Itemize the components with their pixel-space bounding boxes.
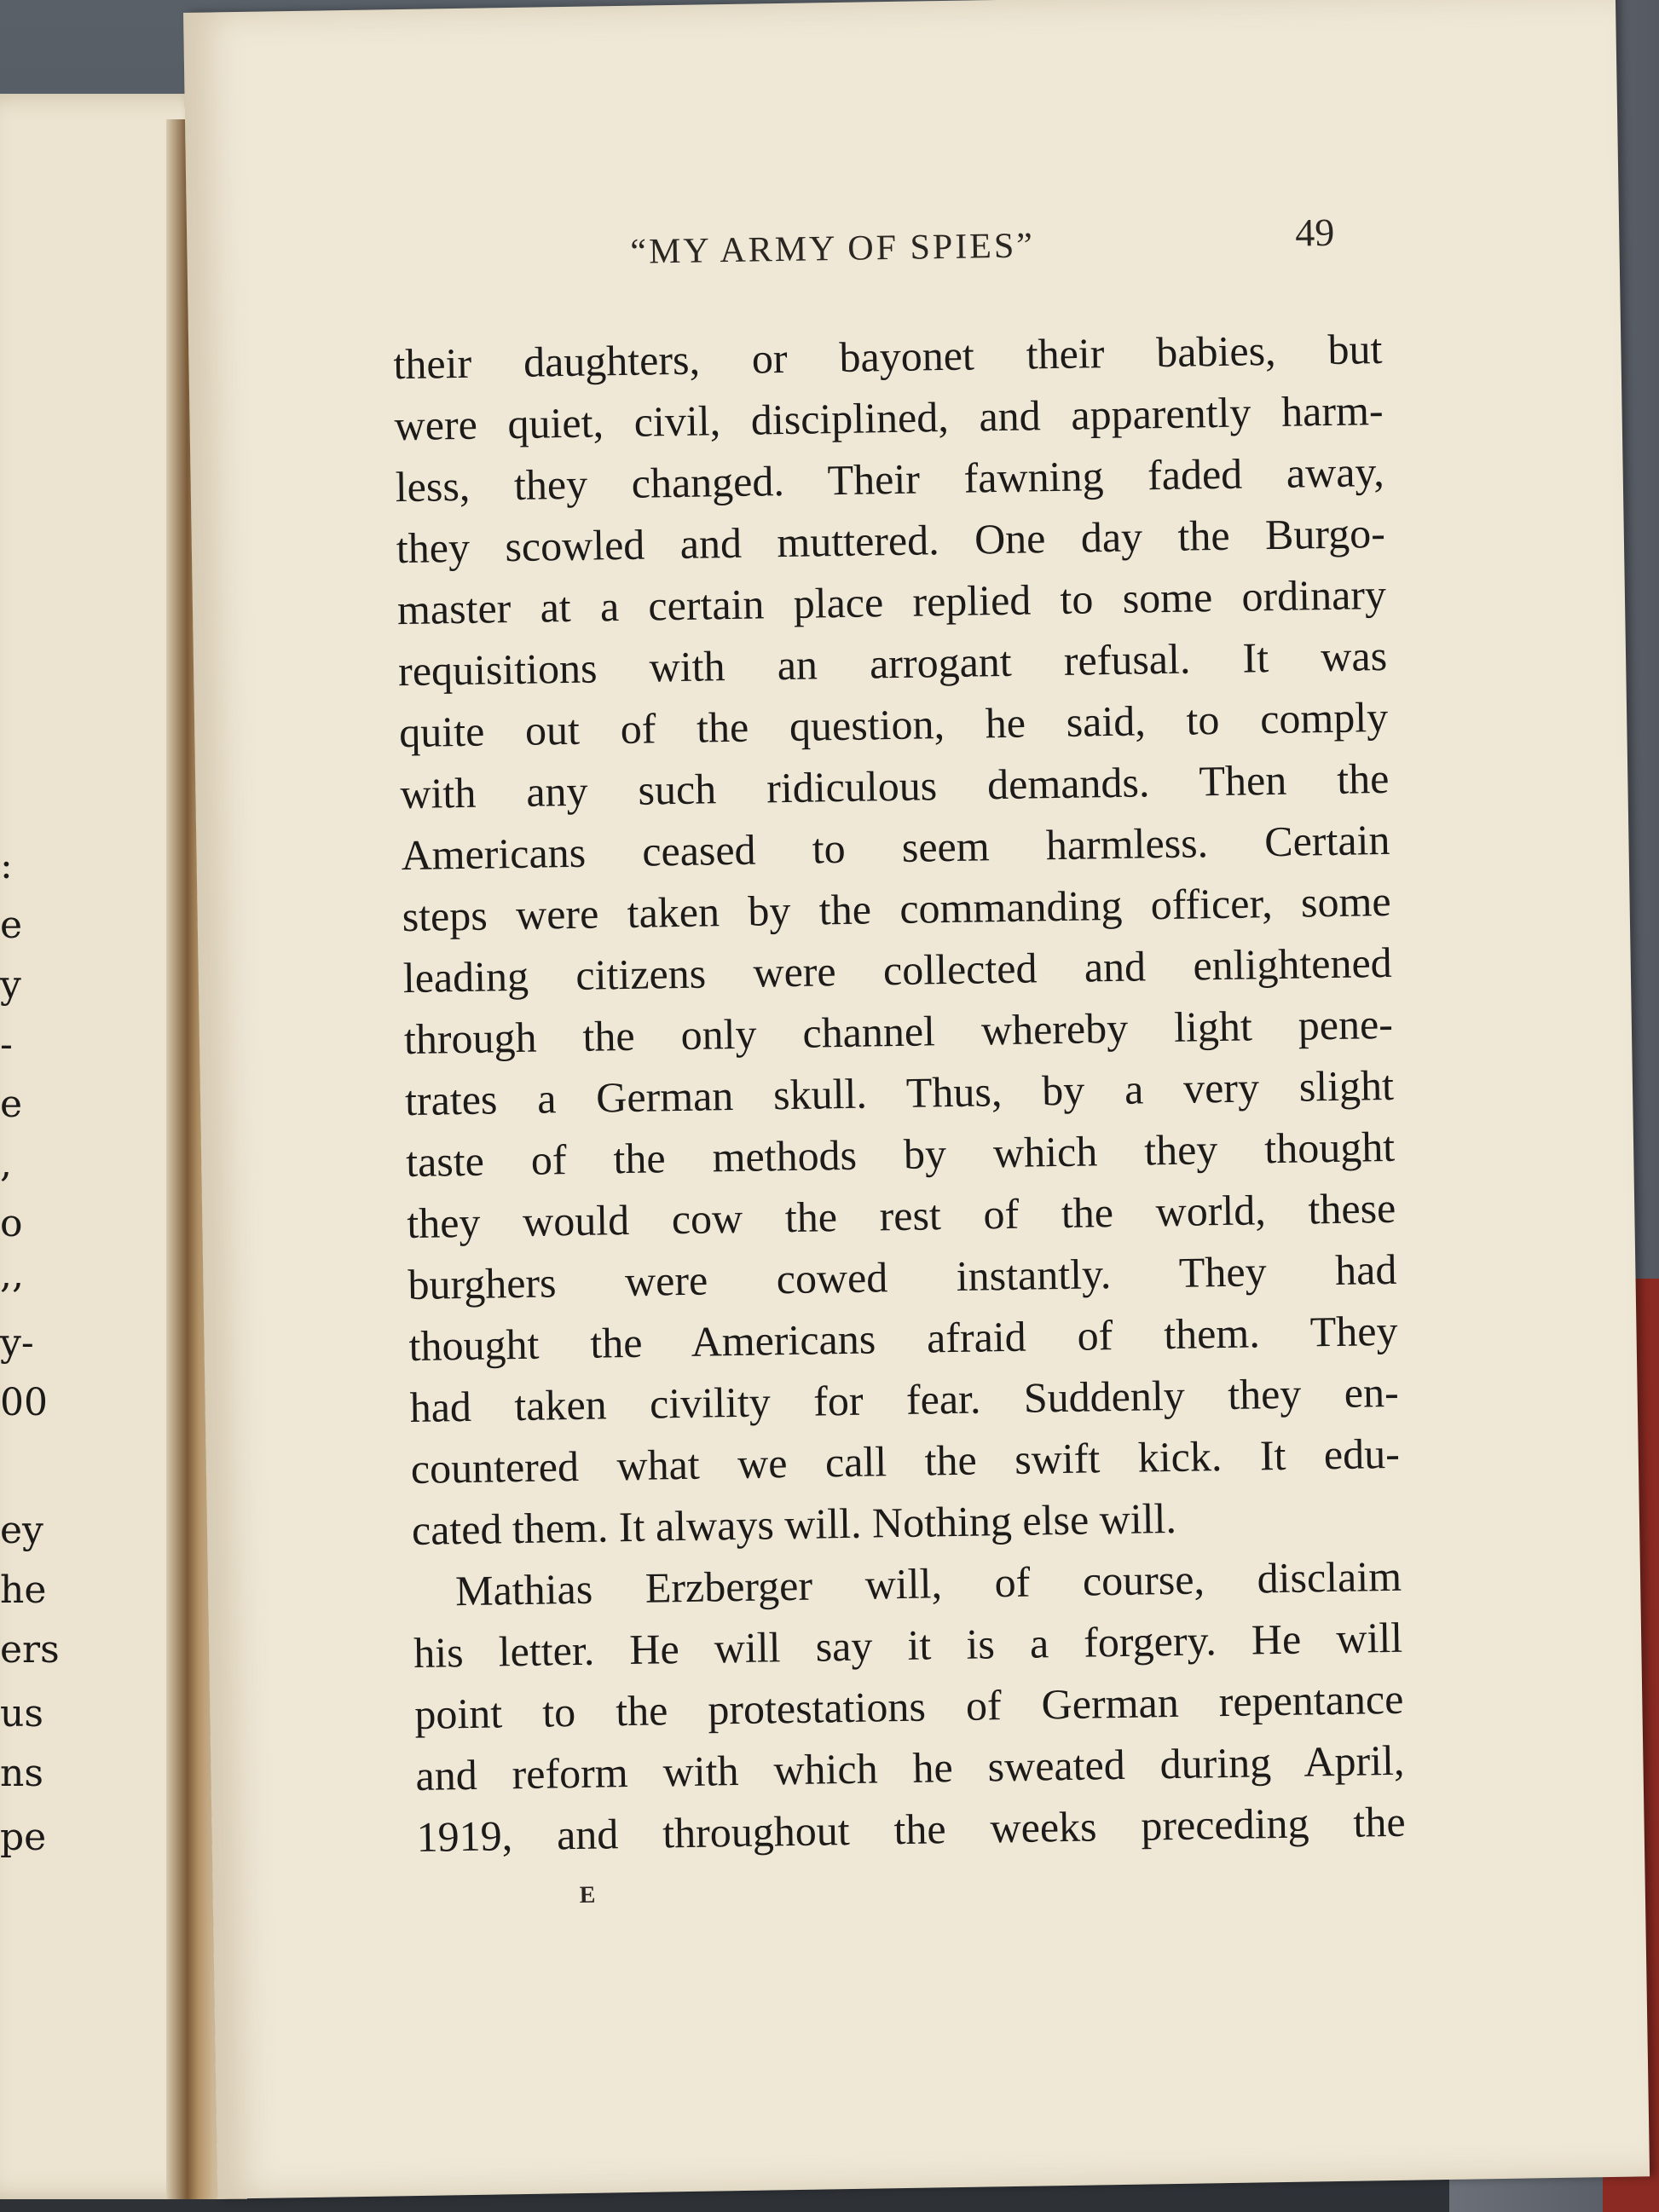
text-line: leading citizens were collected and enlightened: [402, 938, 1393, 1002]
text-line: with any such ridiculous demands. Then the: [399, 754, 1390, 818]
left-page-fragment: :: [0, 844, 13, 887]
text-line: point to the protestations of German repentance: [413, 1674, 1404, 1738]
text-line: Americans ceased to seem harmless. Certain: [401, 815, 1390, 880]
text-line: thought the Americans afraid of them. They: [408, 1306, 1398, 1371]
left-page-fragment: e: [0, 904, 23, 947]
left-page-fragment: 00: [0, 1381, 48, 1424]
left-page-fragment: ers: [0, 1628, 60, 1672]
text-line: master at a certain place replied to some ordinary: [396, 569, 1387, 634]
text-line: their daughters, or bayonet their babies, but: [393, 324, 1383, 389]
text-line: they would cow the rest of the world, these: [406, 1183, 1396, 1248]
left-page-fragment: y-: [0, 1321, 34, 1365]
text-line: steps were taken by the commanding officer, some: [402, 876, 1391, 941]
body-text: [393, 318, 1406, 1868]
signature-mark: E: [579, 1881, 596, 1909]
running-head: “MY ARMY OF SPIES”: [630, 226, 1036, 272]
page-number: 49: [1294, 210, 1335, 255]
text-line: Mathias Erzberger will, of course, disclaim: [454, 1551, 1402, 1615]
text-line: had taken civility for fear. Suddenly they en-: [409, 1367, 1400, 1432]
left-page-fragment: y: [0, 963, 21, 1007]
left-page-fragment: o: [0, 1202, 23, 1245]
text-line: taste of the methods by which they thought: [405, 1122, 1396, 1187]
text-line: cated them. It always will. Nothing else will.: [411, 1493, 1177, 1555]
text-line: they scowled and muttered. One day the Burgo-: [396, 508, 1386, 573]
text-line: 1919, and throughout the weeks preceding the: [416, 1797, 1406, 1861]
text-line: quite out of the question, he said, to comply: [398, 692, 1389, 757]
text-line: less, they changed. Their fawning faded away,: [395, 447, 1385, 511]
left-page-fragment: us: [0, 1692, 43, 1736]
left-page-fragment: pe: [0, 1816, 47, 1859]
left-page-fragment: ey: [0, 1509, 43, 1552]
left-page-fragment: ,,: [0, 1253, 24, 1297]
left-page-fragment: he: [0, 1568, 47, 1612]
text-line: were quiet, civil, disciplined, and apparently harm-: [394, 385, 1384, 450]
text-line: countered what we call the swift kick. It edu-: [410, 1429, 1401, 1493]
right-page: [183, 0, 1650, 2199]
left-page-fragment: ns: [0, 1752, 43, 1795]
text-line: his letter. He will say it is a forgery. He will: [413, 1613, 1403, 1677]
left-page-fragment: -: [0, 1023, 13, 1066]
text-line: burghers were cowed instantly. They had: [408, 1245, 1397, 1309]
text-line: through the only channel whereby light pene-: [403, 999, 1394, 1064]
left-page-fragment: ,: [0, 1142, 12, 1186]
left-page-fragment: e: [0, 1083, 23, 1126]
text-line: and reform with which he sweated during April,: [415, 1736, 1405, 1799]
text-line: trates a German skull. Thus, by a very slight: [404, 1060, 1395, 1125]
text-line: requisitions with an arrogant refusal. It was: [397, 631, 1388, 696]
